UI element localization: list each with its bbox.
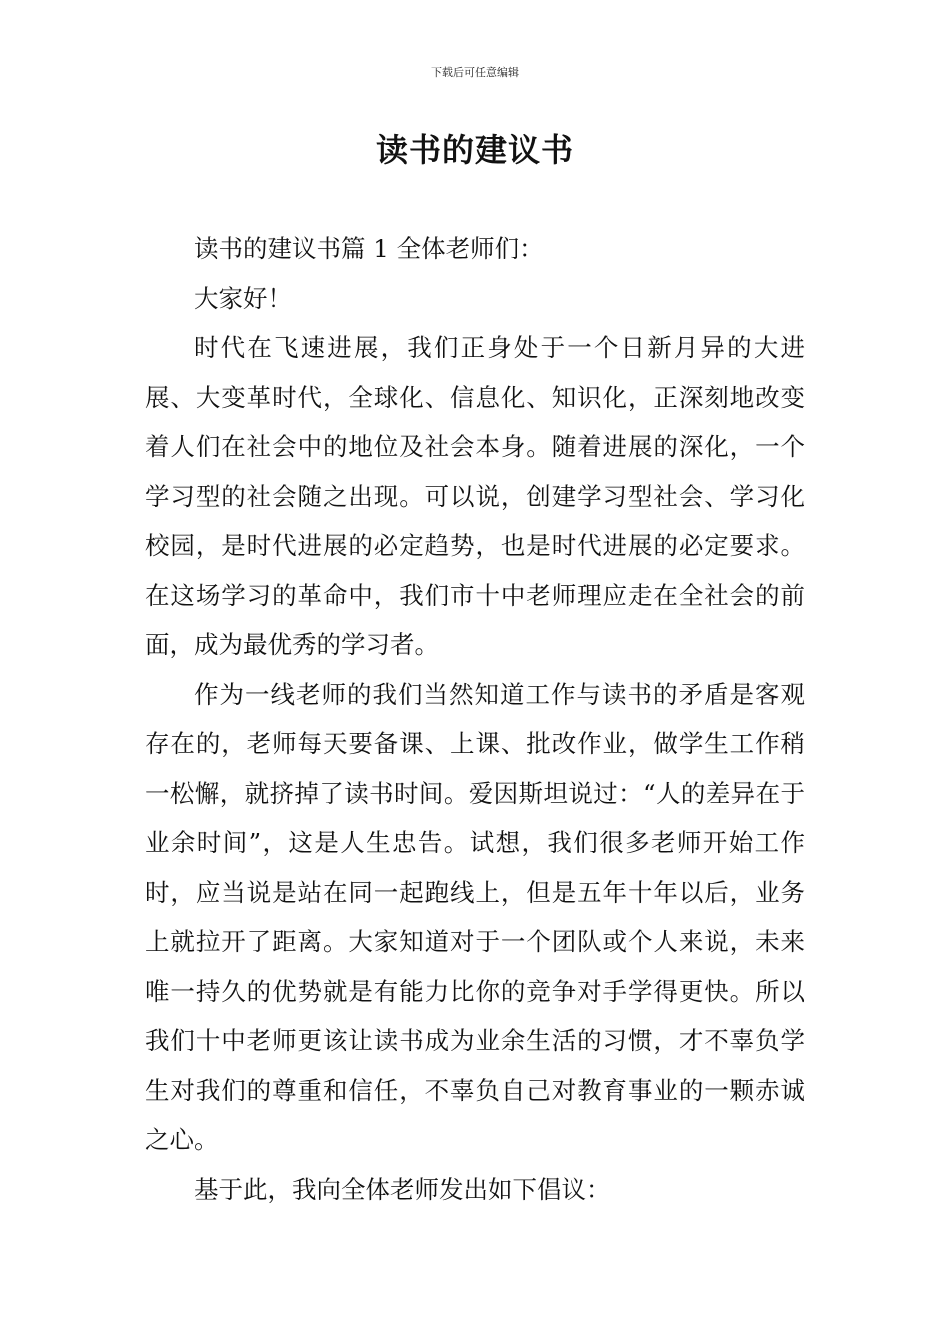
document-title: 读书的建议书 <box>375 131 574 169</box>
body-paragraph: 基于此，我向全体老师发出如下倡议： <box>194 1174 611 1204</box>
page-header-note: 下载后可任意编辑 <box>431 66 519 79</box>
document-body <box>145 224 805 1214</box>
body-paragraph: 作为一线老师的我们当然知道工作与读书的矛盾是客观存在的，老师每天要备课、上课、批改作业，做学生工作稍一松懈，就挤掉了读书时间。爱因斯坦说过：“人的差异在于业余时间”，这是人生忠告。试想，我们很多老师开始工作时，应当说是站在同一起跑线上，但是五年十年以后，业务上就拉开了距离。大家知道对于一个团队或个人来说，未来唯一持久的优势就是有能力比你的竞争对手学得更快。所以我们十中老师更该让读书成为业余生活的习惯，才不辜负学生对我们的尊重和信任，不辜负自己对教育事业的一颗赤诚之心。 <box>145 679 805 1154</box>
body-paragraph: 时代在飞速进展，我们正身处于一个日新月异的大进展、大变革时代，全球化、信息化、知识化，正深刻地改变着人们在社会中的地位及社会本身。随着进展的深化，一个学习型的社会随之出现。可以说，创建学习型社会、学习化校园，是时代进展的必定趋势，也是时代进展的必定要求。在这场学习的革命中，我们市十中老师理应走在全社会的前面，成为最优秀的学习者。 <box>145 333 805 659</box>
greeting-paragraph: 大家好！ <box>194 283 292 313</box>
salutation-paragraph: 读书的建议书篇 1 全体老师们： <box>194 234 544 263</box>
